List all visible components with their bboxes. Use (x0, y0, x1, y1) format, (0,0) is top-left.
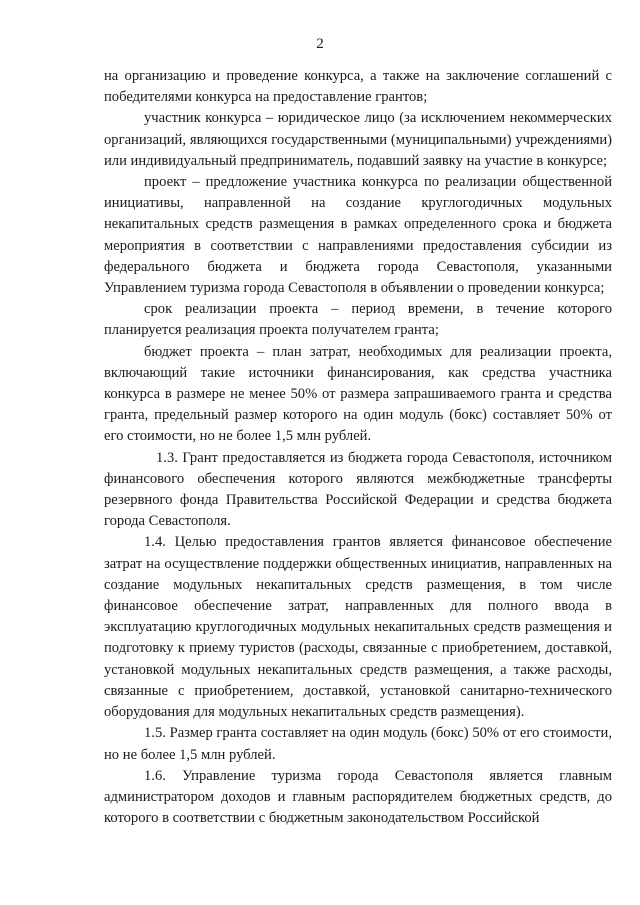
paragraph-1-6: 1.6. Управление туризма города Севастополя является главным администратором доходов и главным распорядителем бюджетных средств, до которого в соответствии с бюджетным законодательством Российской (104, 767, 612, 827)
paragraph-project-budget-definition: бюджет проекта – план затрат, необходимых для реализации проекта, включающий такие источники финансирования, как средства участника конкурса в размере не менее 50% от размера запрашиваемого гранта и средства гранта, предельный размер которого на один модуль (бокс) составляет 50% от его стоимости, но не более 1,5 млн рублей. (104, 343, 612, 445)
page-number: 2 (316, 36, 324, 52)
paragraph-participant-definition: участник конкурса – юридическое лицо (за исключением некоммерческих организаций, являющихся государственными (муниципальными) учреждениями) или индивидуальный предприниматель, подавший заявку на участие в конкурсе; (104, 110, 612, 169)
paragraph-1-3: 1.3. Грант предоставляется из бюджета города Севастополя, источником финансового обеспечения которого являются межбюджетные трансферты резервного фонда Правительства Российской Федерации и средства бюджета города Севастополя. (104, 449, 612, 530)
paragraph-project-term-definition: срок реализации проекта – период времени, в течение которого планируется реализация проекта получателем гранта; (104, 301, 612, 339)
paragraph-continuation: на организацию и проведение конкурса, а также на заключение соглашений с победителями конкурса на предоставление грантов; (104, 68, 612, 106)
document-body (104, 66, 612, 829)
paragraph-1-5: 1.5. Размер гранта составляет на один модуль (бокс) 50% от его стоимости, но не более 1,5 млн рублей. (104, 725, 612, 763)
paragraph-project-definition: проект – предложение участника конкурса по реализации общественной инициативы, направленной на создание круглогодичных модульных некапитальных средств размещения в рамках определенного срока и бюджета мероприятия в соответствии с направлениями предоставления субсидии из федерального бюджета и бюджета города Севастополя, указанными Управлением туризма города Севастополя в объявлении о проведении конкурса; (104, 174, 612, 297)
paragraph-1-4: 1.4. Целью предоставления грантов является финансовое обеспечение затрат на осуществление поддержки общественных инициатив, направленных на создание модульных некапитальных средств размещения, в том числе финансовое обеспечение затрат, направленных для полного ввода в эксплуатацию круглогодичных модульных некапитальных средств размещения и подготовку к приему туристов (расходы, связанные с приобретением, доставкой, установкой модульных некапитальных средств размещения, а также расходы, связанные с приобретением, доставкой, установкой санитарно-технического оборудования для модульных некапитальных средств размещения). (104, 534, 612, 721)
